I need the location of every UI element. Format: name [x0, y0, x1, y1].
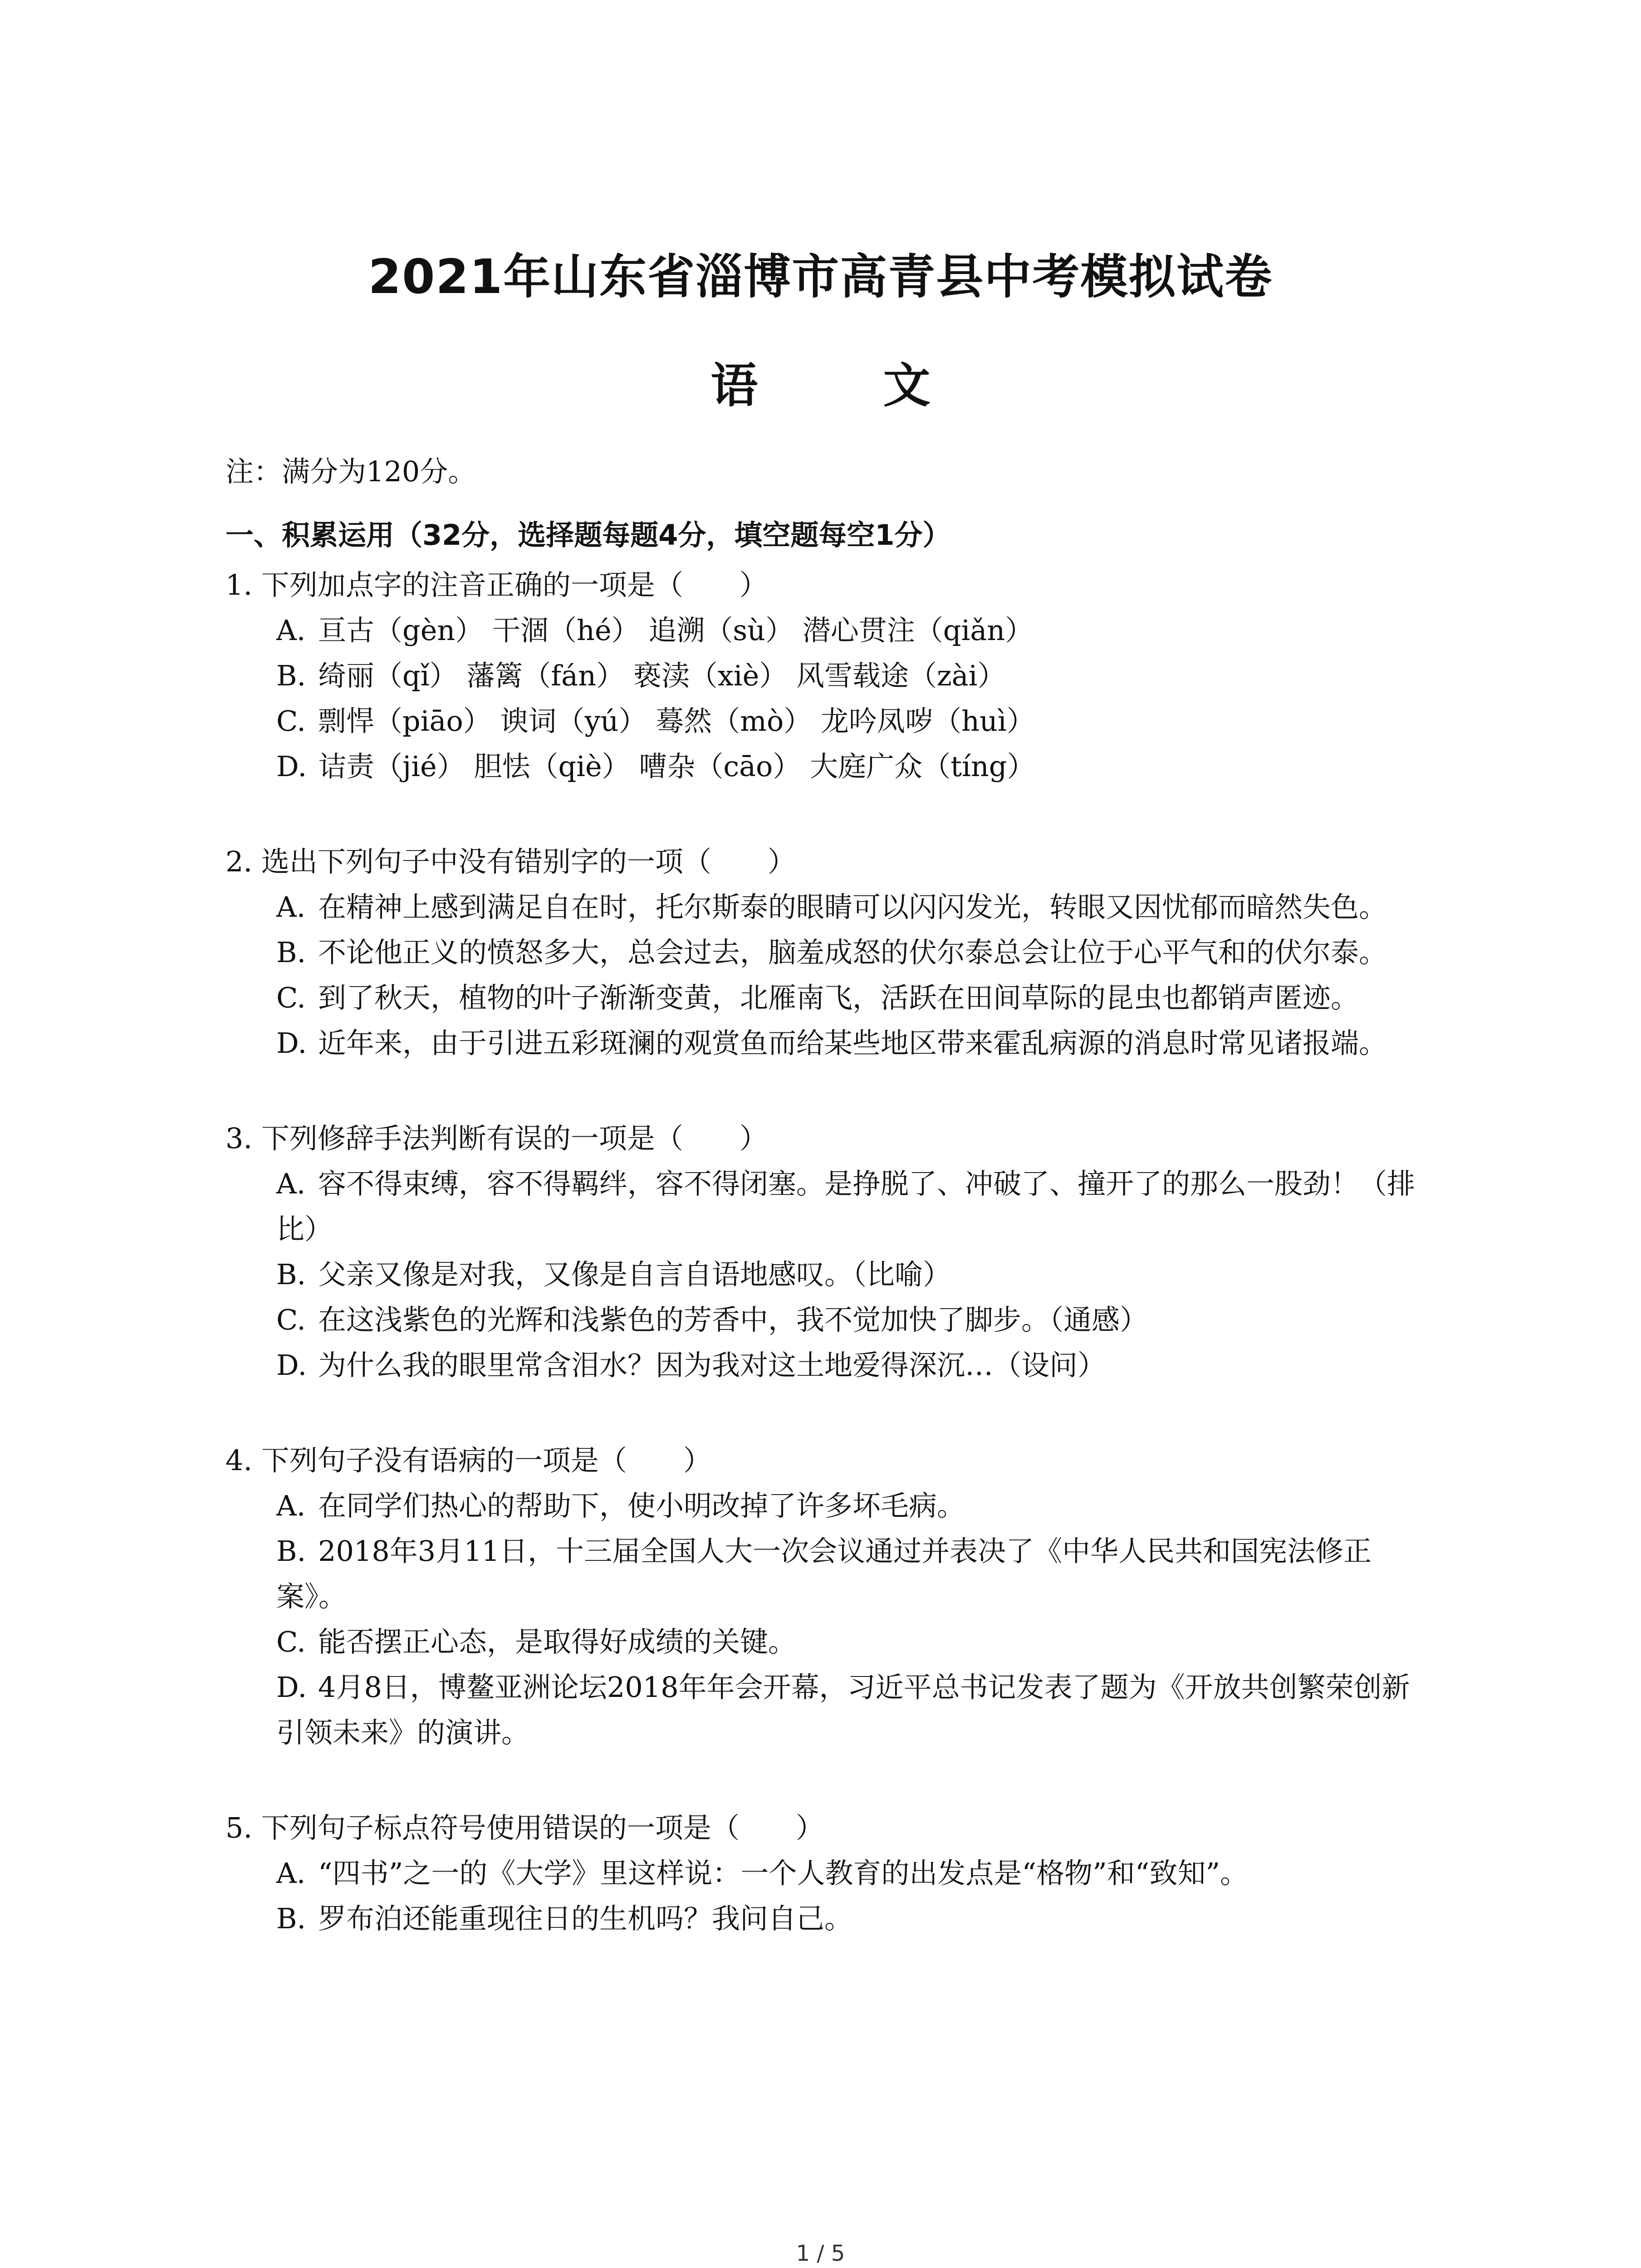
- option-label: B.: [276, 1902, 306, 1935]
- option-c: [225, 975, 1432, 1021]
- section-heading: 一、积累运用（32分，选择题每题4分，填空题每空1分）: [225, 518, 951, 552]
- option-label: A.: [276, 1167, 306, 1200]
- question-stem: 4. 下列句子没有语病的一项是（ ）: [225, 1444, 711, 1477]
- option-text: 到了秋天，植物的叶子渐渐变黄，北雁南飞，活跃在田间草际的昆虫也都销声匿迹。: [318, 981, 1359, 1014]
- question-stem: 2. 选出下列句子中没有错别字的一项（ ）: [225, 845, 796, 878]
- option-text: 不论他正义的愤怒多大，总会过去，脑羞成怒的伏尔泰总会让位于心平气和的伏尔泰。: [318, 936, 1387, 969]
- option-d: [225, 1343, 1432, 1388]
- option-a: [225, 608, 1432, 653]
- option-label: A.: [276, 890, 306, 924]
- page-indicator: 1 / 5: [796, 2241, 845, 2266]
- option-c: [225, 699, 1432, 744]
- question-4: [225, 1438, 1432, 1755]
- question-stem: 1. 下列加点字的注音正确的一项是（ ）: [225, 568, 768, 601]
- option-a: [225, 1161, 1432, 1252]
- option-text: 在同学们热心的帮助下，使小明改掉了许多坏毛病。: [318, 1489, 965, 1522]
- option-text: 父亲又像是对我，又像是自言自语地感叹。（比喻）: [318, 1258, 951, 1291]
- option-label: B.: [276, 1535, 306, 1568]
- option-b: [225, 1252, 1432, 1297]
- option-text: 剽悍（piāo） 谀词（yú） 蓦然（mò） 龙吟凤哕（huì）: [318, 704, 1035, 738]
- option-label: D.: [276, 750, 307, 783]
- option-c: [225, 1297, 1432, 1343]
- option-label: C.: [276, 1303, 306, 1336]
- option-label: C.: [276, 1625, 306, 1658]
- option-text: 为什么我的眼里常含泪水？因为我对这土地爱得深沉…（设问）: [318, 1349, 1106, 1382]
- option-label: C.: [276, 704, 306, 738]
- option-text: 在这浅紫色的光辉和浅紫色的芳香中，我不觉加快了脚步。（通感）: [318, 1303, 1148, 1336]
- option-b: [225, 930, 1432, 975]
- option-label: A.: [276, 1489, 306, 1522]
- option-text: 在精神上感到满足自在时，托尔斯泰的眼睛可以闪闪发光，转眼又因忧郁而暗然失色。: [318, 890, 1387, 924]
- exam-content: [225, 449, 1432, 1991]
- question-5: [225, 1805, 1432, 1941]
- option-d: [225, 1665, 1432, 1755]
- option-text: 罗布泊还能重现往日的生机吗？我问自己。: [318, 1902, 853, 1935]
- question-3: [225, 1116, 1432, 1388]
- option-text: 4月8日，博鳌亚洲论坛2018年年会开幕，习近平总书记发表了题为《开放共创繁荣创新引领未来》的演讲。: [276, 1671, 1410, 1749]
- question-stem: 5. 下列句子标点符号使用错误的一项是（ ）: [225, 1811, 824, 1844]
- exam-title: 2021年山东省淄博市高青县中考模拟试卷: [368, 249, 1273, 304]
- option-d: [225, 744, 1432, 789]
- option-text: 绮丽（qǐ） 藩篱（fán） 亵渎（xiè） 风雪载途（zài）: [318, 659, 1006, 692]
- option-c: [225, 1619, 1432, 1665]
- option-text: 亘古（gèn） 干涸（hé） 追溯（sù） 潜心贯注（qiǎn）: [318, 614, 1034, 647]
- option-text: “四书”之一的《大学》里这样说：一个人教育的出发点是“格物”和“致知”。: [318, 1857, 1249, 1890]
- option-text: 近年来，由于引进五彩斑澜的观赏鱼而给某些地区带来霍乱病源的消息时常见诸报端。: [318, 1026, 1387, 1060]
- option-b: [225, 1529, 1432, 1619]
- option-text: 2018年3月11日，十三届全国人大一次会议通过并表决了《中华人民共和国宪法修正案》。: [276, 1535, 1372, 1613]
- option-text: 能否摆正心态，是取得好成绩的关键。: [318, 1625, 797, 1658]
- option-a: [225, 1851, 1432, 1896]
- option-label: C.: [276, 981, 306, 1014]
- option-d: [225, 1021, 1432, 1066]
- option-label: B.: [276, 936, 306, 969]
- question-1: [225, 562, 1432, 789]
- option-label: B.: [276, 1258, 306, 1291]
- option-a: [225, 1483, 1432, 1529]
- option-label: D.: [276, 1349, 307, 1382]
- option-label: A.: [276, 614, 306, 647]
- option-b: [225, 1896, 1432, 1941]
- exam-subject: 语 文: [710, 358, 985, 413]
- option-label: D.: [276, 1026, 307, 1060]
- option-label: B.: [276, 659, 306, 692]
- question-2: [225, 839, 1432, 1066]
- option-label: D.: [276, 1671, 307, 1704]
- score-note: 注：满分为120分。: [225, 455, 476, 488]
- option-a: [225, 885, 1432, 930]
- option-text: 诘责（jié） 胆怯（qiè） 嘈杂（cāo） 大庭广众（tíng）: [318, 750, 1035, 783]
- option-label: A.: [276, 1857, 306, 1890]
- option-b: [225, 653, 1432, 699]
- option-text: 容不得束缚，容不得羁绊，容不得闭塞。是挣脱了、冲破了、撞开了的那么一股劲！（排比）: [276, 1167, 1416, 1246]
- question-stem: 3. 下列修辞手法判断有误的一项是（ ）: [225, 1122, 768, 1155]
